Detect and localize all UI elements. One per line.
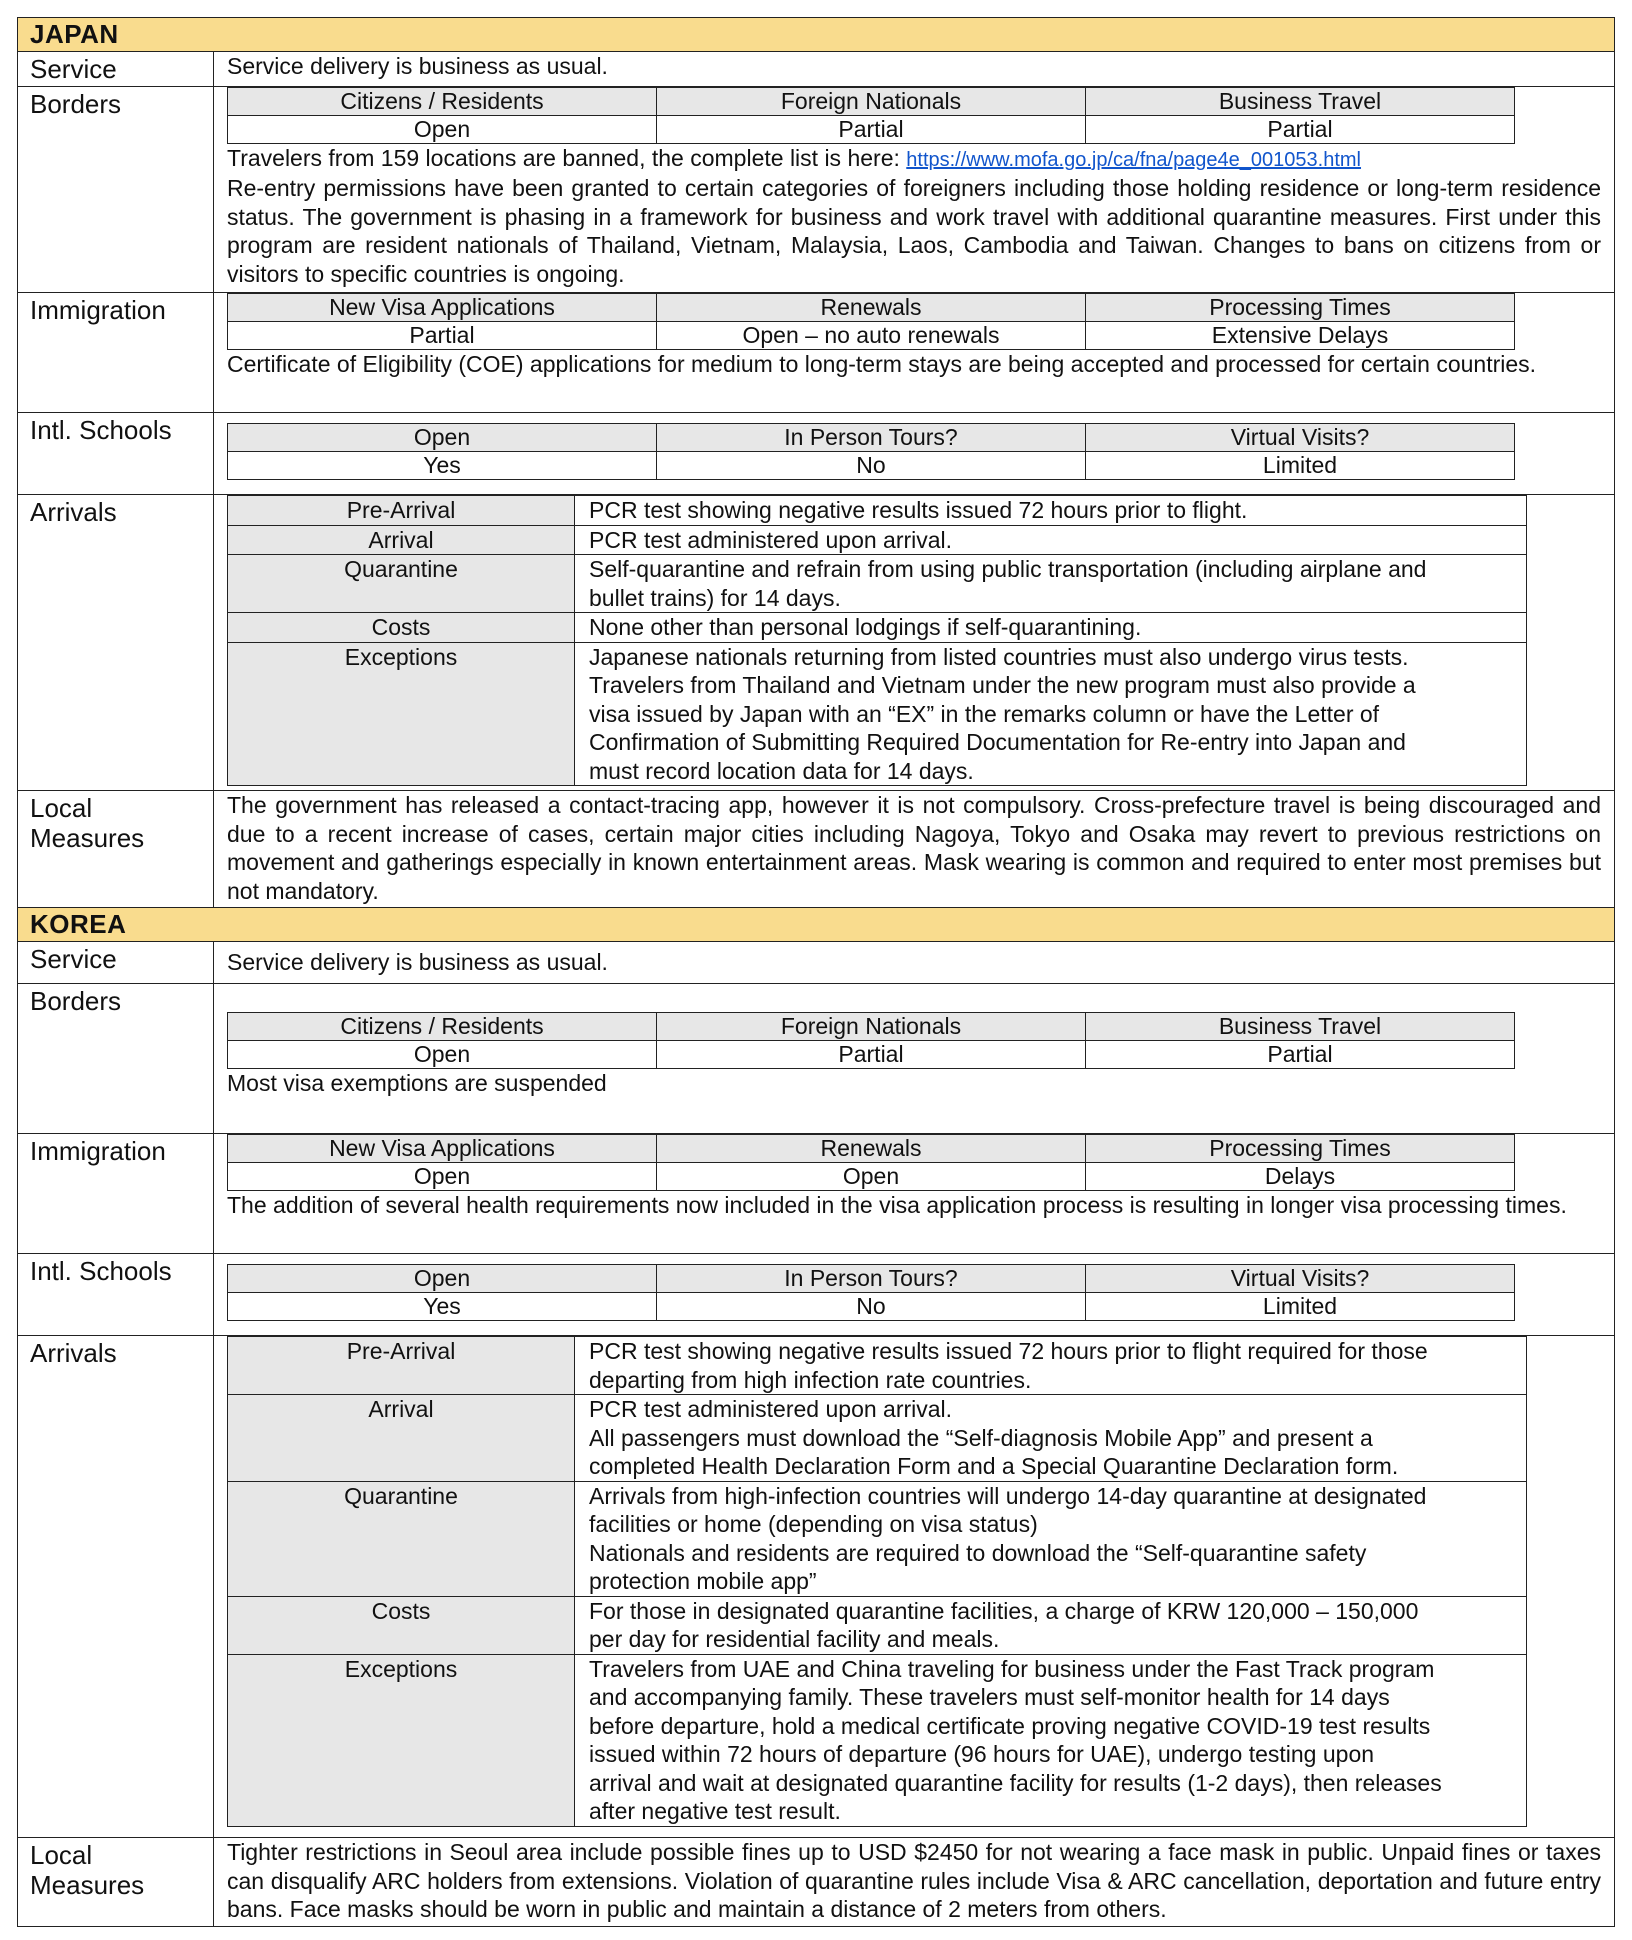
immigration-text: Certificate of Eligibility (COE) applications for medium to long-term stays are being accepted and processed for certain countries.	[227, 351, 1537, 377]
grid-value: Yes	[228, 1293, 657, 1321]
arrivals-key: Costs	[228, 1596, 575, 1654]
arrivals-key: Quarantine	[228, 555, 575, 613]
arrivals-value-line: Travelers from UAE and China traveling for business under the Fast Track program	[589, 1655, 1435, 1682]
arrivals-key: Arrival	[228, 525, 575, 555]
grid-value: Partial	[228, 322, 657, 350]
immigration-text: The addition of several health requirements now included in the visa application process is resulting in longer visa processing times.	[227, 1192, 1567, 1218]
grid-header: Virtual Visits?	[1086, 1265, 1515, 1293]
arrivals-key: Costs	[228, 613, 575, 643]
arrivals-value-line: visa issued by Japan with an “EX” in the remarks column or have the Letter of	[589, 700, 1380, 727]
row-label-intl-schools: Intl. Schools	[18, 1254, 214, 1336]
grid-value: Open	[228, 116, 657, 144]
arrivals-value-line: protection mobile app”	[589, 1568, 817, 1594]
local-measures-text: The government has released a contact-tracing app, however it is not compulsory. Cross-prefecture travel is being discouraged and due to a recent increase of cases, certain major cities including Nagoya, Tokyo and Osaka may revert to previous restrictions on movement and gatherings especially in known entertainment areas. Mask wearing is common and required to enter most premises but not mandatory.	[214, 791, 1615, 908]
grid-header: Renewals	[657, 294, 1086, 322]
borders-banned-note	[227, 144, 1601, 174]
grid-header: Renewals	[657, 1135, 1086, 1163]
arrivals-value-line: and accompanying family. These travelers must self-monitor health for 14 days	[589, 1684, 1390, 1710]
arrivals-value-line: Nationals and residents are required to download the “Self-quarantine safety	[589, 1539, 1367, 1566]
arrivals-value-line: Arrivals from high-infection countries will undergo 14-day quarantine at designated	[589, 1482, 1427, 1509]
arrivals-value-line: departing from high infection rate countries.	[589, 1366, 1032, 1393]
row-label-arrivals: Arrivals	[18, 1336, 214, 1838]
row-label-service: Service	[18, 52, 214, 87]
arrivals-value-line: None other than personal lodgings if self-quarantining.	[589, 614, 1142, 640]
arrivals-value-line: after negative test result.	[589, 1798, 841, 1824]
grid-header: Virtual Visits?	[1086, 424, 1515, 452]
schools-status-grid	[227, 1264, 1515, 1321]
borders-status-grid	[227, 1012, 1515, 1069]
grid-header: Citizens / Residents	[228, 88, 657, 116]
arrivals-value-line: completed Health Declaration Form and a Special Quarantine Declaration form.	[589, 1453, 1399, 1479]
arrivals-value-line: issued within 72 hours of departure (96 hours for UAE), undergo testing upon	[589, 1741, 1375, 1767]
grid-value: Partial	[657, 1041, 1086, 1069]
arrivals-value-line: Confirmation of Submitting Required Documentation for Re-entry into Japan and	[589, 729, 1406, 755]
country-header-korea: KOREA	[18, 908, 1615, 942]
arrivals-value-line: arrival and wait at designated quarantine facility for results (1-2 days), then releases	[589, 1769, 1442, 1796]
row-label-borders: Borders	[18, 87, 214, 293]
row-label-service: Service	[18, 942, 214, 984]
arrivals-value-line: All passengers must download the “Self-diagnosis Mobile App” and present a	[589, 1424, 1373, 1451]
grid-header: New Visa Applications	[228, 294, 657, 322]
grid-value: Open – no auto renewals	[657, 322, 1086, 350]
borders-banned-text: Travelers from 159 locations are banned, the complete list is here:	[227, 145, 900, 171]
arrivals-key: Pre-Arrival	[228, 1337, 575, 1395]
row-label-immigration: Immigration	[18, 293, 214, 413]
arrivals-value-line: PCR test showing negative results issued 72 hours prior to flight.	[589, 497, 1248, 523]
arrivals-value-line: Travelers from Thailand and Vietnam under the new program must also provide a	[589, 672, 1416, 698]
grid-value: Yes	[228, 452, 657, 480]
grid-header: Foreign Nationals	[657, 88, 1086, 116]
grid-header: Processing Times	[1086, 294, 1515, 322]
borders-reentry-text: Re-entry permissions have been granted to certain categories of foreigners including those holding residence or long-term residence status. The government is phasing in a framework for business and work travel with additional quarantine measures. First under this program are resident nationals of Thailand, Vietnam, Malaysia, Laos, Cambodia and Taiwan. Changes to bans on citizens from or visitors to specific countries is ongoing.	[227, 175, 1601, 287]
service-text: Service delivery is business as usual.	[214, 942, 1615, 984]
grid-header: Business Travel	[1086, 88, 1515, 116]
grid-value: Open	[228, 1163, 657, 1191]
arrivals-value-line: Self-quarantine and refrain from using public transportation (including airplane and	[589, 556, 1427, 582]
grid-value: Extensive Delays	[1086, 322, 1515, 350]
service-text: Service delivery is business as usual.	[214, 52, 1615, 87]
grid-value: Limited	[1086, 452, 1515, 480]
immigration-status-grid	[227, 293, 1515, 350]
arrivals-key: Arrival	[228, 1395, 575, 1482]
country-status-table	[17, 17, 1615, 1927]
grid-header: In Person Tours?	[657, 424, 1086, 452]
grid-value: Partial	[1086, 116, 1515, 144]
grid-header: Citizens / Residents	[228, 1013, 657, 1041]
row-label-local-measures: Local Measures	[18, 1838, 214, 1927]
immigration-status-grid	[227, 1134, 1515, 1191]
arrivals-value-line: PCR test administered upon arrival.	[589, 526, 953, 553]
grid-value: Open	[657, 1163, 1086, 1191]
grid-header: New Visa Applications	[228, 1135, 657, 1163]
grid-value: Limited	[1086, 1293, 1515, 1321]
grid-value: No	[657, 1293, 1086, 1321]
arrivals-table-korea	[227, 1336, 1527, 1827]
grid-header: Foreign Nationals	[657, 1013, 1086, 1041]
arrivals-value-line: before departure, hold a medical certificate proving negative COVID-19 test results	[589, 1712, 1431, 1739]
grid-value: Partial	[657, 116, 1086, 144]
row-label-borders: Borders	[18, 984, 214, 1134]
grid-header: Business Travel	[1086, 1013, 1515, 1041]
mofa-banned-list-link[interactable]: https://www.mofa.go.jp/ca/fna/page4e_001053.html	[906, 149, 1362, 171]
grid-value: Partial	[1086, 1041, 1515, 1069]
borders-exemption-text: Most visa exemptions are suspended	[227, 1070, 607, 1096]
arrivals-value-line: PCR test showing negative results issued 72 hours prior to flight required for those	[589, 1338, 1428, 1364]
schools-status-grid	[227, 423, 1515, 480]
arrivals-value-line: per day for residential facility and meals.	[589, 1626, 1000, 1652]
country-header-japan: JAPAN	[18, 18, 1615, 52]
grid-value: No	[657, 452, 1086, 480]
grid-header: Open	[228, 424, 657, 452]
grid-header: In Person Tours?	[657, 1265, 1086, 1293]
arrivals-table-japan	[227, 495, 1527, 786]
arrivals-value-line: PCR test administered upon arrival.	[589, 1396, 953, 1422]
arrivals-key: Exceptions	[228, 642, 575, 786]
row-label-intl-schools: Intl. Schools	[18, 413, 214, 495]
grid-value: Delays	[1086, 1163, 1515, 1191]
arrivals-key: Pre-Arrival	[228, 496, 575, 526]
arrivals-value-line: must record location data for 14 days.	[589, 757, 974, 784]
grid-value: Open	[228, 1041, 657, 1069]
arrivals-value-line: For those in designated quarantine facilities, a charge of KRW 120,000 – 150,000	[589, 1597, 1419, 1624]
row-label-arrivals: Arrivals	[18, 495, 214, 791]
local-measures-text: Tighter restrictions in Seoul area include possible fines up to USD $2450 for not wearing a face mask in public. Unpaid fines or taxes can disqualify ARC holders from extensions. Violation of quarantine rules include Visa & ARC cancellation, deportation and future entry bans. Face masks should be worn in public and maintain a distance of 2 meters from others.	[214, 1838, 1615, 1927]
grid-header: Open	[228, 1265, 657, 1293]
grid-header: Processing Times	[1086, 1135, 1515, 1163]
borders-status-grid	[227, 87, 1515, 144]
row-label-local-measures: Local Measures	[18, 791, 214, 908]
arrivals-value-line: bullet trains) for 14 days.	[589, 584, 841, 611]
arrivals-value-line: Japanese nationals returning from listed countries must also undergo virus tests.	[589, 643, 1409, 670]
arrivals-key: Quarantine	[228, 1481, 575, 1596]
arrivals-key: Exceptions	[228, 1654, 575, 1826]
arrivals-value-line: facilities or home (depending on visa status)	[589, 1511, 1038, 1537]
row-label-immigration: Immigration	[18, 1134, 214, 1254]
